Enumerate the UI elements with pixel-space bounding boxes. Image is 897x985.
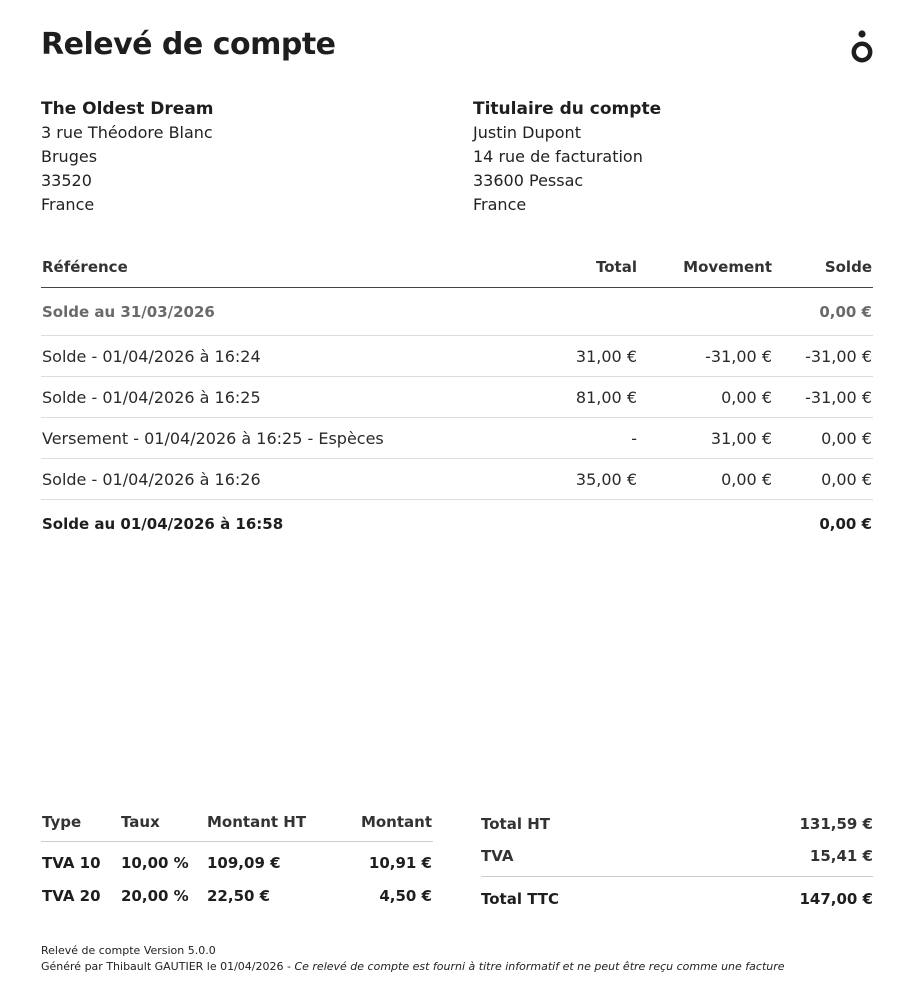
vat-rate: 10,00 % [121,853,189,872]
row-total: 81,00 € [503,377,638,418]
row-balance: -31,00 € [773,336,873,377]
account-holder-city: 33600 Pessac [473,171,584,190]
row-reference: Solde - 01/04/2026 à 16:25 [41,377,503,418]
opening-balance: 0,00 € [773,288,873,336]
totals-summary [481,808,873,915]
vat-type: TVA 10 [42,853,101,872]
row-balance: 0,00 € [773,459,873,500]
row-movement: 0,00 € [638,377,773,418]
table-row [41,336,873,377]
row-movement: 0,00 € [638,459,773,500]
ledger-table [41,250,873,547]
row-movement: -31,00 € [638,336,773,377]
vat-header-row [41,805,433,842]
closing-label: Solde au 01/04/2026 à 16:58 [42,514,284,533]
account-holder-address [473,97,661,217]
total-ttc-value: 147,00 € [799,890,873,908]
company-postcode: 33520 [41,171,92,190]
total-ttc-row [481,876,873,915]
company-name: The Oldest Dream [41,99,214,119]
opening-balance-row [41,288,873,336]
row-reference: Versement - 01/04/2026 à 16:25 - Espèces [41,418,503,459]
row-total: - [503,418,638,459]
vat-amount: 4,50 € [379,886,432,905]
row-balance: -31,00 € [773,377,873,418]
row-total: 35,00 € [503,459,638,500]
account-holder-name: Justin Dupont [473,123,581,142]
total-ht-row [481,808,873,840]
total-ht-label: Total HT [481,815,550,833]
footer-generated-line [41,959,785,975]
col-reference: Référence [41,250,503,288]
total-tva-value: 15,41 € [809,847,873,865]
col-vat-rate: Taux [120,805,206,842]
vat-rate: 20,00 % [121,886,189,905]
col-total: Total [503,250,638,288]
brand-logo-icon [849,30,875,64]
col-balance: Solde [773,250,873,288]
footer-version: Relevé de compte Version 5.0.0 [41,944,216,957]
vat-row [41,842,433,880]
total-ttc-label: Total TTC [481,890,560,908]
row-balance: 0,00 € [773,418,873,459]
vat-type: TVA 20 [42,886,101,905]
footer-disclaimer: Ce relevé de compte est fourni à titre informatif et ne peut être reçu comme une facture [294,960,785,973]
total-tva-row [481,840,873,872]
footer-generated: Généré par Thibault GAUTIER le 01/04/2026 - [41,960,295,973]
col-vat-amount-ht: Montant HT [206,805,336,842]
table-row [41,418,873,459]
total-tva-label: TVA [481,847,514,865]
account-holder-heading: Titulaire du compte [473,99,662,119]
row-movement: 31,00 € [638,418,773,459]
row-reference: Solde - 01/04/2026 à 16:26 [41,459,503,500]
col-movement: Movement [638,250,773,288]
opening-label: Solde au 31/03/2026 [41,288,503,336]
vat-amount-ht: 22,50 € [207,886,271,905]
company-street: 3 rue Théodore Blanc [41,123,213,142]
col-vat-type: Type [41,805,120,842]
page-title: Relevé de compte [41,27,336,62]
account-holder-country: France [473,195,527,214]
total-ht-value: 131,59 € [799,815,873,833]
table-row [41,377,873,418]
col-vat-amount: Montant [336,805,433,842]
row-reference: Solde - 01/04/2026 à 16:24 [41,336,503,377]
account-holder-street: 14 rue de facturation [473,147,643,166]
ledger-header-row [41,250,873,288]
vat-row [41,879,433,912]
row-total: 31,00 € [503,336,638,377]
company-city: Bruges [41,147,98,166]
company-country: France [41,195,95,214]
vat-table [41,805,433,912]
closing-balance: 0,00 € [819,514,872,533]
company-address [41,97,214,217]
closing-balance-row [41,500,873,548]
document-footer [41,943,785,975]
vat-amount-ht: 109,09 € [207,853,281,872]
table-row [41,459,873,500]
vat-amount: 10,91 € [368,853,432,872]
